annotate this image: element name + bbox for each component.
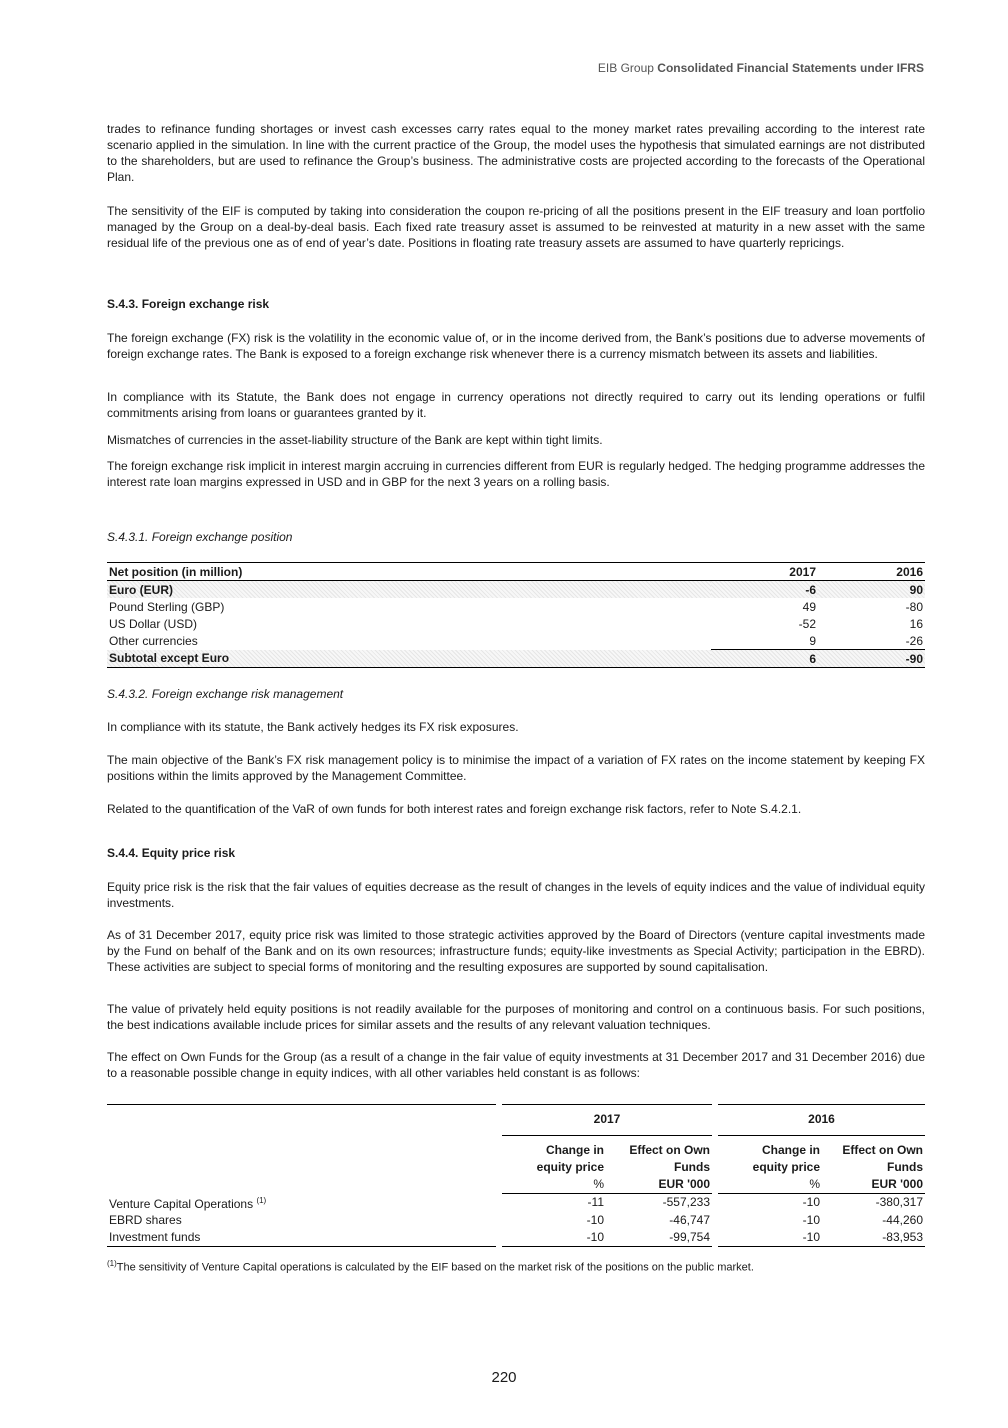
equity-row-effect-2016: -380,317 <box>875 1195 923 1210</box>
page-number: 220 <box>491 1369 517 1386</box>
equity-row-effect-2016: -44,260 <box>882 1213 923 1227</box>
table-row <box>107 1229 925 1247</box>
equity-row-change-2017: -11 <box>587 1195 604 1210</box>
equity-col-effect-2017: Effect on Own <box>629 1142 710 1157</box>
equity-col-header-row-1 <box>107 1135 925 1159</box>
fx-row-label: Subtotal except Euro <box>107 650 711 668</box>
intro-paragraph-2: The sensitivity of the EIF is computed by taking into consideration the coupon re-pricing of all the positions present in the EIF treasury and loan portfolio managed by the Group on a deal-by-deal basis. Each fixed rate treasury asset is assumed to be reinvested at maturity in a new asset with the same residual life of the previous one as of end of year’s date. Positions in floating rate treasury assets are assumed to have quarterly repricings. <box>107 204 925 250</box>
fx-row-label: Pound Sterling (GBP) <box>109 599 225 614</box>
footnote-marker: (1) <box>256 1196 267 1205</box>
fx-row-2017: 6 <box>711 650 818 668</box>
fx-paragraph-4: The foreign exchange risk implicit in interest margin accruing in currencies different from EUR is regularly hedged. The hedging programme addresses the interest rate loan margins expressed in USD and in GBP for the next 3 years on a rolling basis. <box>107 459 925 489</box>
fx-row-label: Other currencies <box>109 633 198 648</box>
fx-row-label: Euro (EUR) <box>107 581 711 599</box>
header-prefix: EIB Group <box>597 61 654 75</box>
fx-paragraph-7: Related to the quantification of the VaR of own funds for both interest rates and foreign exchange risk factors, refer to Note S.4.2.1. <box>107 802 802 816</box>
equity-row-change-2017: -10 <box>502 1229 606 1247</box>
equity-col-effect-2017-line2: Funds <box>674 1159 710 1174</box>
page-header <box>598 61 924 75</box>
equity-row-effect-2017: -46,747 <box>669 1213 710 1227</box>
fx-row-label: US Dollar (USD) <box>109 616 198 631</box>
header-title: Consolidated Financial Statements under IFRS <box>657 61 924 75</box>
equity-unit-pct-2016: % <box>718 1176 822 1194</box>
equity-row-effect-2016: -83,953 <box>822 1229 925 1247</box>
footnote-marker: (1) <box>107 1259 117 1268</box>
fx-paragraph-5: In compliance with its statute, the Bank actively hedges its FX risk exposures. <box>107 720 519 734</box>
equity-paragraph-1: Equity price risk is the risk that the fair values of equities decrease as the result of changes in the levels of equity indices and the value of individual equity investments. <box>107 880 925 910</box>
equity-row-label: EBRD shares <box>109 1213 182 1227</box>
fx-row-2016: -80 <box>905 599 923 614</box>
equity-row-change-2016: -10 <box>802 1195 820 1210</box>
fx-row-2016: 16 <box>909 616 923 631</box>
fx-row-2016: 90 <box>818 581 925 599</box>
equity-col-change-2017-line2: equity price <box>536 1159 604 1174</box>
equity-unit-eur-2016: EUR '000 <box>822 1176 925 1194</box>
equity-units-row <box>107 1176 925 1194</box>
fx-paragraph-2: In compliance with its Statute, the Bank does not engage in currency operations not directly required to carry out its lending operations or fulfil commitments arising from loans or guarantees granted by it. <box>107 390 925 420</box>
equity-paragraph-2: As of 31 December 2017, equity price risk was limited to those strategic activities approved by the Board of Directors (venture capital investments made by the Fund on behalf of the Bank and on its own resources; infrastructure funds; equity-like investments as Special Activity; participation in the EBRD). These activities are subject to special forms of monitoring and the resulting exposures are supported by sound capitalisation. <box>107 928 925 974</box>
fx-row-2016: -26 <box>818 632 925 650</box>
fx-row-2016: -90 <box>818 650 925 668</box>
fx-paragraph-6: The main objective of the Bank’s FX risk management policy is to minimise the impact of a variation of FX rates on the income statement by keeping FX positions within the limits approved by the Management Committee. <box>107 753 925 783</box>
fx-col-net-position: Net position (in million) <box>107 563 711 581</box>
equity-col-header-row-2 <box>107 1159 925 1176</box>
table-row <box>107 598 925 615</box>
table-row <box>107 650 925 668</box>
table-row <box>107 615 925 632</box>
fx-risk-management-subheading: S.4.3.2. Foreign exchange risk management <box>107 687 344 701</box>
table-row <box>107 632 925 650</box>
fx-paragraph-3: Mismatches of currencies in the asset-liability structure of the Bank are kept within tight limits. <box>107 433 603 447</box>
equity-year-header-row <box>107 1105 925 1136</box>
fx-section-heading: S.4.3. Foreign exchange risk <box>107 297 270 311</box>
equity-row-change-2017: -10 <box>586 1213 604 1227</box>
equity-sensitivity-table <box>107 1104 925 1247</box>
fx-row-2017: -52 <box>798 616 816 631</box>
equity-row-change-2016: -10 <box>718 1229 822 1247</box>
fx-position-table <box>107 562 925 668</box>
equity-section-heading: S.4.4. Equity price risk <box>107 846 236 860</box>
equity-paragraph-3: The value of privately held equity positions is not readily available for the purposes of monitoring and control on a continuous basis. For such positions, the best indications available include prices for similar assets and the results of any relevant valuation techniques. <box>107 1002 925 1032</box>
table-row <box>107 1212 925 1229</box>
equity-col-change-2016-line2: equity price <box>752 1159 820 1174</box>
equity-row-effect-2017: -557,233 <box>662 1195 710 1210</box>
equity-col-change-2016: Change in <box>761 1142 820 1157</box>
equity-row-label: Venture Capital Operations <box>109 1197 254 1211</box>
fx-row-2017: 49 <box>802 599 816 614</box>
equity-col-effect-2016: Effect on Own <box>842 1142 923 1157</box>
fx-row-2017: -6 <box>711 581 818 599</box>
equity-year-2017: 2017 <box>502 1105 712 1136</box>
equity-unit-eur-2017: EUR '000 <box>606 1176 712 1194</box>
equity-col-change-2017: Change in <box>545 1142 604 1157</box>
equity-unit-pct-2017: % <box>502 1176 606 1194</box>
fx-row-2017: 9 <box>711 632 818 650</box>
equity-col-effect-2016-line2: Funds <box>887 1159 923 1174</box>
equity-row-change-2016: -10 <box>802 1213 820 1227</box>
table-row <box>107 1193 925 1212</box>
equity-row-effect-2017: -99,754 <box>606 1229 712 1247</box>
table-row <box>107 581 925 599</box>
equity-year-2016: 2016 <box>718 1105 925 1136</box>
intro-paragraph-1: trades to refinance funding shortages or invest cash excesses carry rates equal to the money market rates prevailing according to the interest rate scenario applied in the simulation. In line with the current practice of the Group, the model uses the hypothesis that simulated earnings are not distributed to the shareholders, but are used to refinance the Group’s business. The administrative costs are projected according to the forecasts of the Operational Plan. <box>107 122 925 184</box>
fx-position-subheading: S.4.3.1. Foreign exchange position <box>107 530 293 544</box>
fx-col-2016: 2016 <box>818 563 925 581</box>
equity-paragraph-4: The effect on Own Funds for the Group (as a result of a change in the fair value of equity investments at 31 December 2017 and 31 December 2016) due to a reasonable possible change in equity indices, with all other variables held constant is as follows: <box>107 1050 925 1080</box>
fx-table-header <box>107 563 925 581</box>
footnote-text: The sensitivity of Venture Capital operations is calculated by the EIF based on the market risk of the positions on the public market. <box>116 1261 754 1274</box>
equity-footnote <box>107 1256 925 1276</box>
equity-row-label: Investment funds <box>107 1229 496 1247</box>
fx-paragraph-1: The foreign exchange (FX) risk is the volatility in the economic value of, or in the income derived from, the Bank’s positions due to adverse movements of foreign exchange rates. The Bank is exposed to a foreign exchange risk whenever there is a currency mismatch between its assets and liabilities. <box>107 331 925 361</box>
fx-col-2017: 2017 <box>711 563 818 581</box>
